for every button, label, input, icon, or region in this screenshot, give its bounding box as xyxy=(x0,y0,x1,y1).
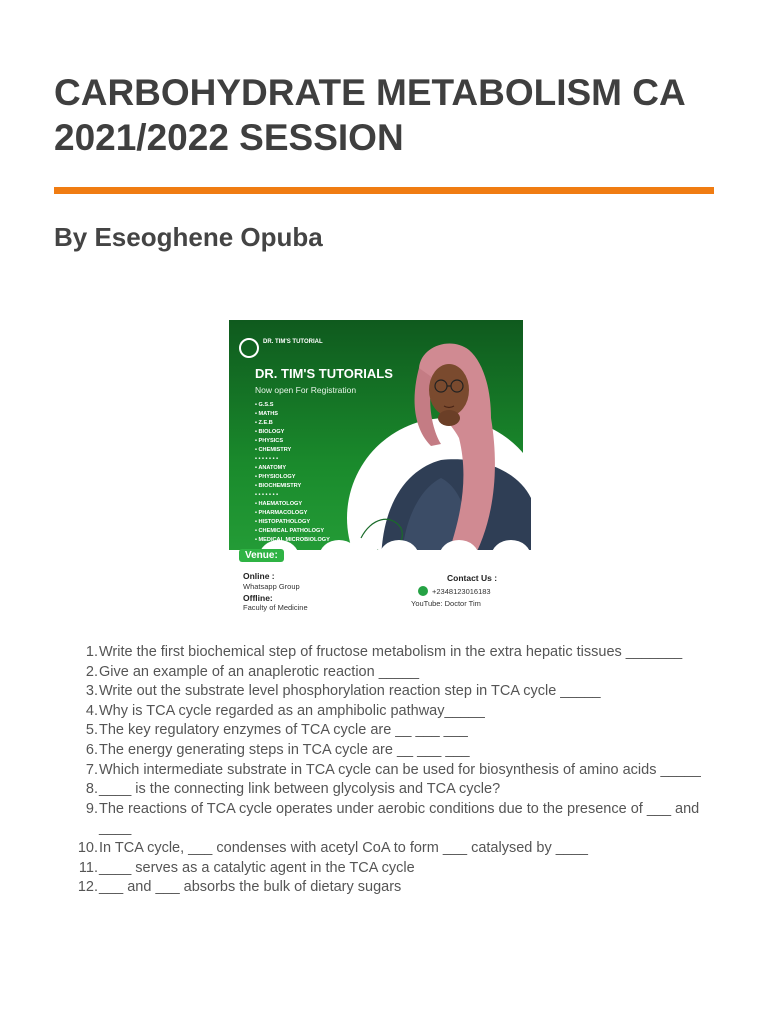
question-text: ____ serves as a catalytic agent in the TCA cycle xyxy=(99,859,415,876)
question-number: 7. xyxy=(85,761,98,778)
phone-number: +2348123016183 xyxy=(432,587,491,596)
question-text: The energy generating steps in TCA cycle are __ ___ ___ xyxy=(99,741,470,758)
question-text: The reactions of TCA cycle operates under aerobic conditions due to the presence of ___ and ____ xyxy=(99,800,700,837)
youtube-channel: YouTube: Doctor Tim xyxy=(411,599,481,608)
cloud-shape xyxy=(379,540,419,574)
question-text: Write out the substrate level phosphorylation reaction step in TCA cycle _____ xyxy=(99,683,601,700)
subject-item: • • • • • • • xyxy=(255,491,330,500)
question-item xyxy=(70,800,720,839)
cloud-shape xyxy=(491,540,531,574)
whatsapp-icon xyxy=(418,586,428,596)
online-value: Whatsapp Group xyxy=(243,582,300,591)
question-item xyxy=(70,878,720,898)
question-text: ____ is the connecting link between glycolysis and TCA cycle? xyxy=(99,781,501,798)
question-item xyxy=(70,721,720,741)
question-text: In TCA cycle, ___ condenses with acetyl CoA to form ___ catalysed by ____ xyxy=(99,839,588,856)
author-byline: By Eseoghene Opuba xyxy=(54,222,323,252)
offline-value: Faculty of Medicine xyxy=(243,603,308,612)
subject-item: • Z.E.B xyxy=(255,419,330,428)
subject-item: • PHYSIOLOGY xyxy=(255,473,330,482)
venue-badge: Venue: xyxy=(239,549,284,562)
question-number: 10. xyxy=(77,839,98,856)
offline-label: Offline: xyxy=(243,593,273,603)
subject-item: • PHARMACOLOGY xyxy=(255,509,330,518)
question-text: Write the first biochemical step of fructose metabolism in the extra hepatic tissues _______ xyxy=(99,644,683,660)
subject-item: • MATHS xyxy=(255,410,330,419)
flyer-heading: DR. TIM'S TUTORIALS xyxy=(255,366,393,381)
subject-item: • G.S.S xyxy=(255,401,330,410)
subject-item: • BIOLOGY xyxy=(255,428,330,437)
subject-item: • CHEMISTRY xyxy=(255,446,330,455)
subject-list xyxy=(255,401,330,545)
subject-item: • MEDICAL MICROBIOLOGY xyxy=(255,536,330,545)
orange-divider xyxy=(54,187,714,194)
question-item xyxy=(70,859,720,879)
subject-item: • HAEMATOLOGY xyxy=(255,500,330,509)
tutorial-flyer-image xyxy=(229,318,531,620)
cloud-shape xyxy=(319,540,359,574)
subject-item: • PHYSICS xyxy=(255,437,330,446)
question-number: 12. xyxy=(77,879,98,896)
subject-item: • • • • • • • xyxy=(255,455,330,464)
question-item xyxy=(70,761,720,781)
subject-item: • ANATOMY xyxy=(255,464,330,473)
title-line: CARBOHYDRATE METABOLISM CA xyxy=(54,72,686,113)
question-number: 8. xyxy=(85,781,98,798)
tutorial-logo-icon xyxy=(239,338,259,358)
cloud-shape xyxy=(439,540,479,574)
question-text: Give an example of an anaplerotic reaction _____ xyxy=(99,663,420,680)
question-item xyxy=(70,663,720,683)
question-text: Why is TCA cycle regarded as an amphibolic pathway_____ xyxy=(99,702,485,719)
question-text: ___ and ___ absorbs the bulk of dietary sugars xyxy=(99,879,402,896)
question-list xyxy=(70,643,720,898)
logo-text: DR. TIM'S TUTORIAL xyxy=(263,339,323,345)
subject-item: • CHEMICAL PATHOLOGY xyxy=(255,527,330,536)
question-number: 3. xyxy=(85,683,98,700)
question-item xyxy=(70,702,720,722)
online-label: Online : xyxy=(243,571,275,581)
flyer-subheading: Now open For Registration xyxy=(255,385,357,395)
tutor-portrait xyxy=(341,328,531,566)
subject-item: • BIOCHEMISTRY xyxy=(255,482,330,491)
page-title xyxy=(54,70,734,160)
title-line: 2021/2022 SESSION xyxy=(54,117,404,158)
question-number: 4. xyxy=(85,702,98,719)
question-number: 5. xyxy=(85,722,98,739)
question-item xyxy=(70,682,720,702)
contact-label: Contact Us : xyxy=(447,573,498,583)
subject-item: • HISTOPATHOLOGY xyxy=(255,518,330,527)
question-item xyxy=(70,643,720,663)
question-item xyxy=(70,839,720,859)
question-text: The key regulatory enzymes of TCA cycle are __ ___ ___ xyxy=(99,722,468,739)
question-number: 6. xyxy=(85,741,98,758)
question-item xyxy=(70,780,720,800)
question-number: 9. xyxy=(85,800,98,817)
question-number: 11. xyxy=(78,859,98,876)
question-number: 2. xyxy=(85,663,98,680)
question-number: 1. xyxy=(85,644,98,660)
question-text: Which intermediate substrate in TCA cycle can be used for biosynthesis of amino acids _____ xyxy=(99,761,701,778)
question-item xyxy=(70,741,720,761)
